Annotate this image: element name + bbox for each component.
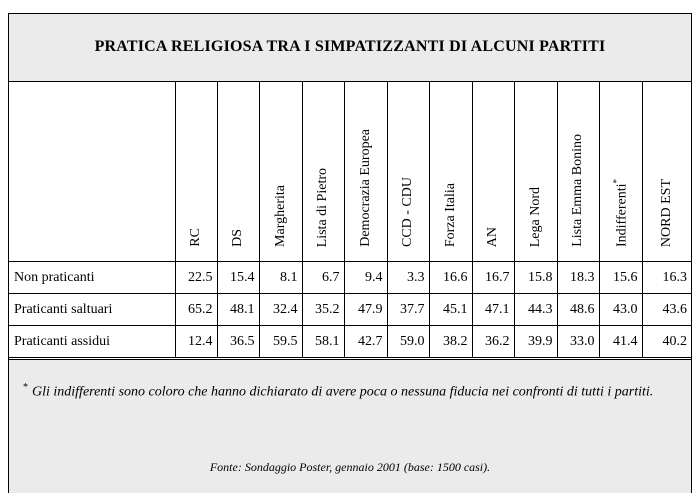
table-cell: 15.4 — [217, 262, 259, 294]
footnote-text: Gli indifferenti sono coloro che hanno dichiarato di avere poca o nessuna fiducia nei confronti di tutti i partiti. — [32, 384, 654, 400]
footnote-marker: * — [23, 382, 28, 393]
data-table — [9, 81, 691, 358]
table-cell: 22.5 — [175, 262, 217, 294]
table-row — [9, 262, 691, 294]
table-cell: 18.3 — [557, 262, 599, 294]
table-cell: 36.5 — [217, 326, 259, 358]
table-cell: 47.9 — [344, 294, 387, 326]
table-cell: 42.7 — [344, 326, 387, 358]
table-cell: 41.4 — [599, 326, 642, 358]
table-title: PRATICA RELIGIOSA TRA I SIMPATIZZANTI DI ALCUNI PARTITI — [94, 38, 606, 55]
row-label: Praticanti saltuari — [9, 294, 175, 326]
footer-band — [9, 359, 691, 493]
footnote — [23, 378, 673, 403]
column-header-label: Democrazia Europea — [357, 129, 373, 247]
column-header-label: CCD - CDU — [400, 176, 415, 247]
header-corner — [9, 82, 175, 262]
table-cell: 12.4 — [175, 326, 217, 358]
title-band — [9, 14, 691, 82]
column-header-label: RC — [188, 228, 203, 247]
table-row — [9, 326, 691, 358]
table-cell: 16.7 — [472, 262, 514, 294]
column-header — [259, 82, 302, 262]
table-cell: 59.0 — [387, 326, 429, 358]
column-header-label-indifferenti — [612, 179, 629, 247]
column-header-label: NORD EST — [658, 178, 674, 247]
column-header — [344, 82, 387, 262]
table-cell: 65.2 — [175, 294, 217, 326]
table-cell: 58.1 — [302, 326, 344, 358]
table-cell: 39.9 — [514, 326, 557, 358]
column-header — [472, 82, 514, 262]
header-row — [9, 82, 691, 262]
table-cell: 47.1 — [472, 294, 514, 326]
table-frame — [8, 13, 692, 493]
table-cell: 45.1 — [429, 294, 472, 326]
table-cell: 6.7 — [302, 262, 344, 294]
column-header — [514, 82, 557, 262]
table-cell: 38.2 — [429, 326, 472, 358]
column-header — [599, 82, 642, 262]
table-cell: 48.1 — [217, 294, 259, 326]
column-header-label: Lega Nord — [527, 186, 543, 247]
column-header — [642, 82, 691, 262]
table-cell: 3.3 — [387, 262, 429, 294]
table-cell: 35.2 — [302, 294, 344, 326]
column-header-label: Indifferenti — [613, 183, 629, 247]
table-cell: 8.1 — [259, 262, 302, 294]
column-header-label: AN — [485, 226, 500, 247]
table-cell: 36.2 — [472, 326, 514, 358]
column-header — [217, 82, 259, 262]
table-cell: 33.0 — [557, 326, 599, 358]
row-label: Praticanti assidui — [9, 326, 175, 358]
table-cell: 40.2 — [642, 326, 691, 358]
column-header-label: Lista Emma Bonino — [570, 134, 585, 247]
table-body — [9, 262, 691, 358]
table-cell: 43.0 — [599, 294, 642, 326]
data-table-container — [9, 81, 691, 358]
column-header-label: Forza Italia — [442, 182, 458, 247]
column-header-label: DS — [230, 229, 245, 247]
column-header-label: Margherita — [272, 185, 288, 247]
table-cell: 59.5 — [259, 326, 302, 358]
table-row — [9, 294, 691, 326]
column-header — [175, 82, 217, 262]
table-cell: 15.6 — [599, 262, 642, 294]
table-cell: 44.3 — [514, 294, 557, 326]
column-header-label: Lista di Pietro — [315, 167, 330, 247]
table-cell: 43.6 — [642, 294, 691, 326]
table-cell: 37.7 — [387, 294, 429, 326]
table-cell: 16.6 — [429, 262, 472, 294]
source-note: Fonte: Sondaggio Poster, gennaio 2001 (base: 1500 casi). — [209, 460, 491, 474]
table-cell: 16.3 — [642, 262, 691, 294]
column-header — [387, 82, 429, 262]
column-header — [557, 82, 599, 262]
column-header — [302, 82, 344, 262]
column-header — [429, 82, 472, 262]
footnote-marker: * — [611, 179, 622, 184]
row-label: Non praticanti — [9, 262, 175, 294]
table-cell: 9.4 — [344, 262, 387, 294]
table-cell: 32.4 — [259, 294, 302, 326]
table-cell: 15.8 — [514, 262, 557, 294]
table-cell: 48.6 — [557, 294, 599, 326]
